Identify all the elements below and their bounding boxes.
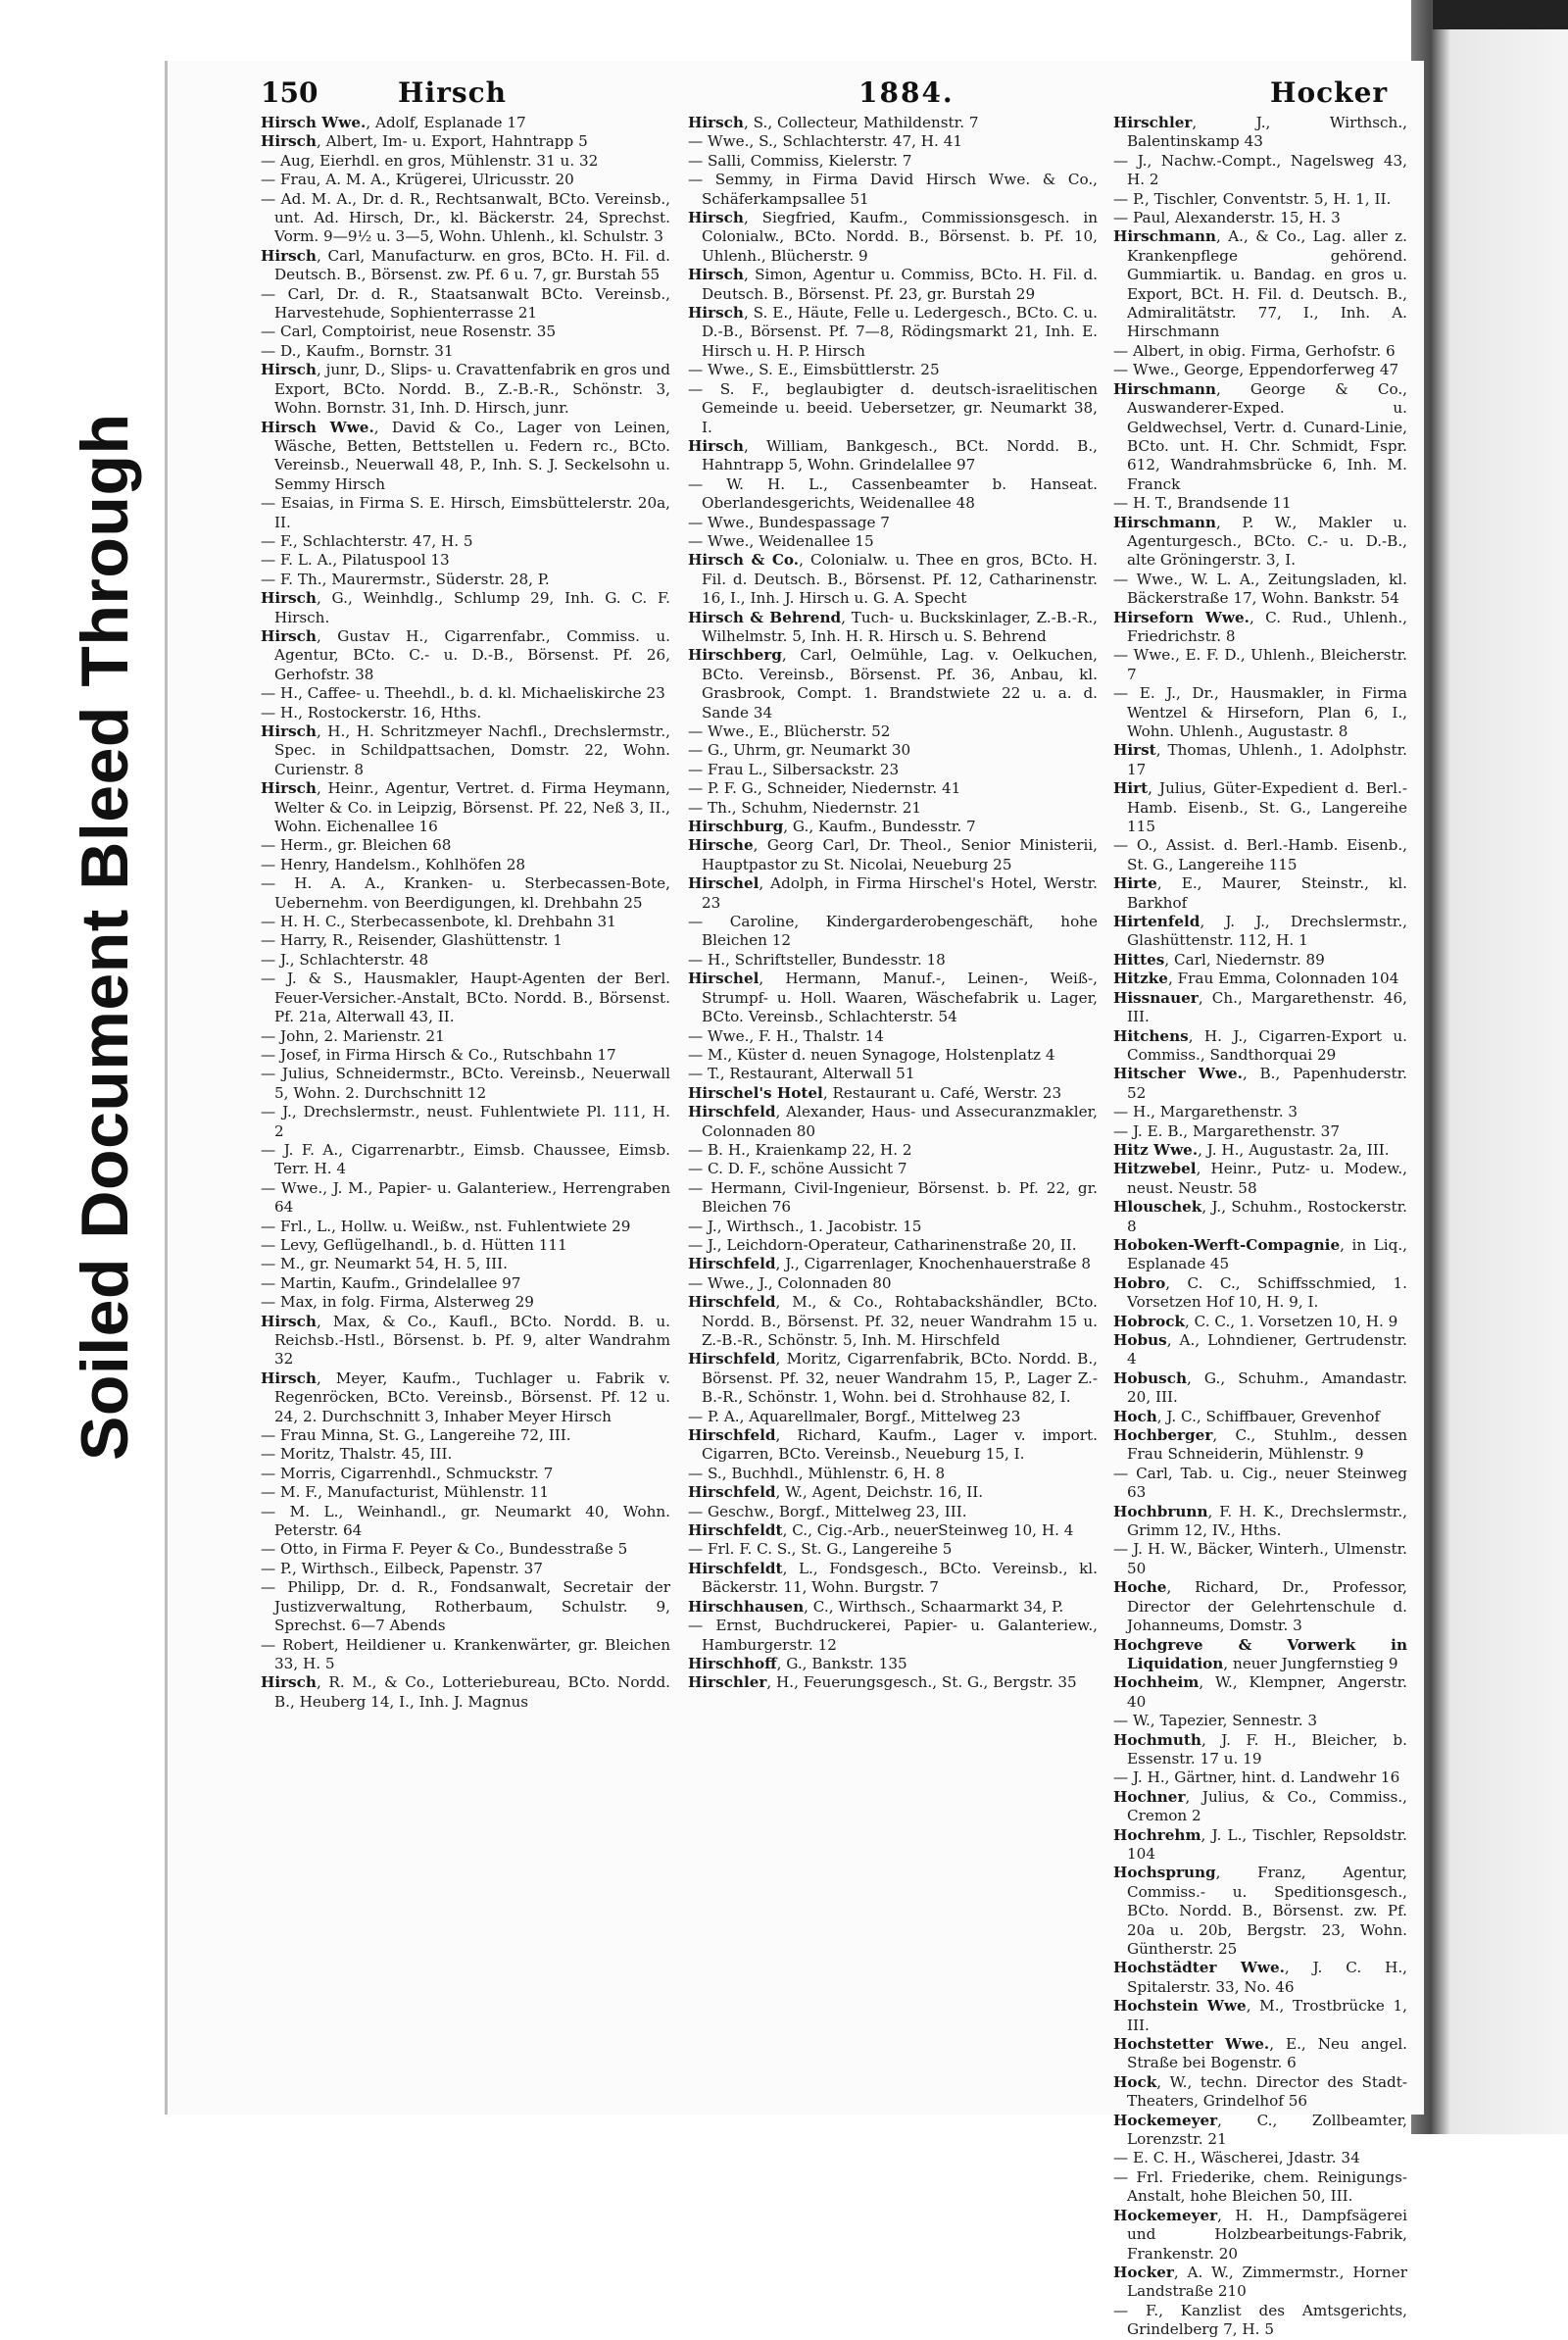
directory-entry: — Carl, Dr. d. R., Staatsanwalt BCto. Vereinsb., Harvestehude, Sophienterrasse 21 <box>261 284 670 323</box>
directory-entry: Hirsch, Simon, Agentur u. Commiss, BCto. H. Fil. d. Deutsch. B., Börsenst. Pf. 23, gr. Burstah 29 <box>688 266 1098 303</box>
directory-entry: — Josef, in Firma Hirsch & Co., Rutschbahn 17 <box>261 1045 616 1064</box>
directory-entry: Hirschfeld, Moritz, Cigarrenfabrik, BCto. Nordd. B., Börsenst. Pf. 32, neuer Wandrahm 15, P., Lager Z.-B.-R., Schönstr. 1, Wohn. bei d. Strohhause 82, I. <box>688 1350 1098 1407</box>
directory-entry: — S., Buchhdl., Mühlenstr. 6, H. 8 <box>688 1464 946 1482</box>
directory-entry: — C. D. F., schöne Aussicht 7 <box>688 1160 907 1178</box>
directory-entry: Hochberger, C., Stuhlm., dessen Frau Schneiderin, Mühlenstr. 9 <box>1113 1426 1407 1464</box>
column-1 <box>261 114 670 1712</box>
directory-entry: — J. & S., Hausmakler, Haupt-Agenten der Berl. Feuer-Versicher.-Anstalt, BCto. Nordd. B., Börsenst. Pf. 21a, Alterwall 43, II. <box>261 970 670 1026</box>
year: 1884. <box>858 76 955 109</box>
directory-entry: Hirsch Wwe., Adolf, Esplanade 17 <box>261 114 526 131</box>
directory-entry: Hockemeyer, C., Zollbeamter, Lorenzstr. 21 <box>1113 2111 1407 2149</box>
directory-entry: Hirsch Wwe., David & Co., Lager von Leinen, Wäsche, Betten, Bettstellen u. Federn rc., BCto. Vereinsb., Neuerwall 48, P., Inh. S. J. Seckelsohn u. Semmy Hirsch <box>261 418 670 493</box>
directory-entry: Hlouschek, J., Schuhm., Rostockerstr. 8 <box>1113 1198 1407 1235</box>
directory-entry: — Wwe., E., Blücherstr. 52 <box>688 722 891 740</box>
directory-entry: — J. F. A., Cigarrenarbtr., Eimsb. Chaussee, Eimsb. Terr. H. 4 <box>261 1140 670 1178</box>
directory-entry: Hobro, C. C., Schiffsschmied, 1. Vorsetzen Hof 10, H. 9, I. <box>1113 1273 1407 1312</box>
directory-entry: — Wwe., S. E., Eimsbüttlerstr. 25 <box>688 361 940 379</box>
column-2 <box>688 114 1098 1693</box>
directory-entry: Hirschel, Adolph, in Firma Hirschel's Hotel, Werstr. 23 <box>688 874 1098 912</box>
directory-entry: Hirschfeld, Alexander, Haus- und Assecuranzmakler, Colonnaden 80 <box>688 1103 1098 1140</box>
directory-entry: Hitscher Wwe., B., Papenhuderstr. 52 <box>1113 1065 1407 1102</box>
directory-entry: Hirsch, Siegfried, Kaufm., Commissionsgesch. in Colonialw., BCto. Nordd. B., Börsenst. b. Pf. 10, Uhlenh., Blücherstr. 9 <box>688 209 1098 265</box>
directory-entry: — Wwe., F. H., Thalstr. 14 <box>688 1026 884 1045</box>
directory-entry: Hissnauer, Ch., Margarethenstr. 46, III. <box>1113 988 1407 1026</box>
directory-entry: Hirschel, Hermann, Manuf.-, Leinen-, Weiß-, Strumpf- u. Holl. Waaren, Wäschefabrik u. Lager, BCto. Vereinsb., Schlachterstr. 54 <box>688 970 1098 1026</box>
directory-entry: — T., Restaurant, Alterwall 51 <box>688 1065 915 1083</box>
directory-entry: — Levy, Geflügelhandl., b. d. Hütten 111 <box>261 1235 567 1254</box>
directory-entry: Hirschfeld, M., & Co., Rohtabackshändler, BCto. Nordd. B., Börsenst. Pf. 32, neuer Wandrahm 15 u. Z.-B.-R., Schönstr. 5, Inh. M. Hirschfeld <box>688 1293 1098 1349</box>
directory-entry: Hirt, Julius, Güter-Expedient d. Berl.-Hamb. Eisenb., St. G., Langereihe 115 <box>1113 779 1407 836</box>
directory-entry: — Frl., L., Hollw. u. Weißw., nst. Fuhlentwiete 29 <box>261 1217 631 1235</box>
directory-entry: Hobus, A., Lohndiener, Gertrudenstr. 4 <box>1113 1331 1407 1369</box>
directory-entry: Hirschler, H., Feuerungsgesch., St. G., Bergstr. 35 <box>688 1673 1077 1692</box>
directory-entry: — Wwe., E. F. D., Uhlenh., Bleicherstr. 7 <box>1113 646 1407 683</box>
directory-entry: Hirsch, Carl, Manufacturw. en gros, BCto. H. Fil. d. Deutsch. B., Börsenst. zw. Pf. 6 u. 7, gr. Burstah 55 <box>261 246 670 284</box>
directory-entry: — Albert, in obig. Firma, Gerhofstr. 6 <box>1113 341 1396 360</box>
directory-entry: — Semmy, in Firma David Hirsch Wwe. & Co., Schäferkampsallee 51 <box>688 171 1098 208</box>
directory-entry: Hirsch, junr, D., Slips- u. Cravattenfabrik en gros und Export, BCto. Nordd. B., Z.-B.-R., Schönstr. 3, Wohn. Bornstr. 31, Inh. D. Hirsch, junr. <box>261 361 671 418</box>
scan-shadow-edge <box>1411 0 1568 2134</box>
directory-entry: Hoboken-Werft-Compagnie, in Liq., Esplanade 45 <box>1113 1235 1407 1273</box>
directory-entry: — H., Margarethenstr. 3 <box>1113 1103 1298 1121</box>
directory-entry: Hocker, A. W., Zimmermstr., Horner Landstraße 210 <box>1113 2263 1407 2301</box>
directory-entry: Hirst, Thomas, Uhlenh., 1. Adolphstr. 17 <box>1113 741 1407 778</box>
directory-entry: — J. E. B., Margarethenstr. 37 <box>1113 1121 1340 1140</box>
directory-entry: — H. A. A., Kranken- u. Sterbecassen-Bote, Uebernehm. von Beerdigungen, kl. Drehbahn 25 <box>261 874 670 912</box>
directory-entry: — J., Nachw.-Compt., Nagelsweg 43, H. 2 <box>1113 151 1407 189</box>
directory-entry: — J. H. W., Bäcker, Winterh., Ulmenstr. 50 <box>1113 1540 1407 1577</box>
directory-entry: — Wwe., J. M., Papier- u. Galanteriew., Herrengraben 64 <box>261 1178 670 1217</box>
directory-entry: — Wwe., S., Schlachterstr. 47, H. 41 <box>688 132 963 151</box>
directory-entry: — Frl. Friederike, chem. Reinigungs-Anstalt, hohe Bleichen 50, III. <box>1113 2167 1407 2206</box>
directory-entry: Hirschmann, A., & Co., Lag. aller z. Krankenpflege gehörend. Gummiartik. u. Bandag. en gros u. Export, BCt. H. Fil. d. Deutsch. B., Admiralitätstr. 77, I., Inh. A. Hirschmann <box>1113 227 1407 341</box>
directory-entry: Hirschel's Hotel, Restaurant u. Café, Werstr. 23 <box>688 1083 1062 1102</box>
directory-entry: — Frl. F. C. S., St. G., Langereihe 5 <box>688 1540 953 1559</box>
directory-entry: Hirsch, Max, & Co., Kaufl., BCto. Nordd. B. u. Reichsb.-Hstl., Börsenst. b. Pf. 9, alter Wandrahm 32 <box>261 1312 670 1369</box>
directory-entry: Hirschfeld, Richard, Kaufm., Lager v. import. Cigarren, BCto. Vereinsb., Neueburg 15, I. <box>688 1426 1098 1464</box>
directory-entry: Hochheim, W., Klempner, Angerstr. 40 <box>1113 1673 1407 1711</box>
right-keyword: Hocker <box>1270 76 1389 109</box>
directory-entry: Hirsche, Georg Carl, Dr. Theol., Senior Ministerii, Hauptpastor zu St. Nicolai, Neueburg 25 <box>688 836 1098 873</box>
directory-entry: Hochbrunn, F. H. K., Drechslermstr., Grimm 12, IV., Hths. <box>1113 1502 1407 1540</box>
directory-entry: — E. C. H., Wäscherei, Jdastr. 34 <box>1113 2149 1360 2167</box>
directory-entry: Hirsch, Meyer, Kaufm., Tuchlager u. Fabrik v. Regenröcken, BCto. Vereinsb., Börsenst. Pf. 12 u. 24, 2. Durchschnitt 3, Inhaber Meyer Hirsch <box>261 1369 670 1425</box>
directory-entry: — P. A., Aquarellmaler, Borgf., Mittelweg 23 <box>688 1407 1021 1425</box>
left-keyword: Hirsch <box>398 76 508 109</box>
directory-entry: — Th., Schuhm, Niedernstr. 21 <box>688 798 922 817</box>
directory-entry: — F., Kanzlist des Amtsgerichts, Grindelberg 7, H. 5 <box>1113 2301 1407 2339</box>
directory-entry: — J., Schlachterstr. 48 <box>261 950 429 969</box>
directory-entry: Hirsch, R. M., & Co., Lotteriebureau, BCto. Nordd. B., Heuberg 14, I., Inh. J. Magnus <box>261 1673 670 1711</box>
directory-entry: — Wwe., Weidenallee 15 <box>688 531 874 550</box>
directory-entry: Hobusch, G., Schuhm., Amandastr. 20, III. <box>1113 1369 1407 1407</box>
directory-entry: Hochsprung, Franz, Agentur, Commiss.- u. Speditionsgesch., BCto. Nordd. B., Börsenst. zw. Pf. 20a u. 20b, Bergstr. 23, Wohn. Güntherstr. 25 <box>1113 1864 1407 1958</box>
directory-entry: — P. F. G., Schneider, Niedernstr. 41 <box>688 779 961 798</box>
directory-entry: Hochner, Julius, & Co., Commiss., Cremon 2 <box>1113 1787 1407 1825</box>
directory-entry: Hochstädter Wwe., J. C. H., Spitalerstr. 33, No. 46 <box>1113 1959 1407 1996</box>
directory-entry: — H. H. C., Sterbecassenbote, kl. Drehbahn 31 <box>261 913 616 931</box>
directory-entry: — Philipp, Dr. d. R., Fondsanwalt, Secretair der Justizverwaltung, Rotherbaum, Schulstr. 9, Sprechst. 6—7 Abends <box>261 1578 670 1635</box>
directory-entry: Hochstein Wwe, M., Trostbrücke 1, III. <box>1113 1997 1408 2034</box>
directory-entry: Hochrehm, J. L., Tischler, Repsoldstr. 104 <box>1113 1825 1407 1863</box>
directory-entry: — Martin, Kaufm., Grindelallee 97 <box>261 1273 521 1292</box>
column-3 <box>1113 114 1407 2340</box>
directory-entry: — M., gr. Neumarkt 54, H. 5, III. <box>261 1255 508 1273</box>
directory-entry: Hoche, Richard, Dr., Professor, Director der Gelehrtenschule d. Johanneums, Domstr. 3 <box>1113 1578 1407 1635</box>
directory-entry: Hirschberg, Carl, Oelmühle, Lag. v. Oelkuchen, BCto. Vereinsb., Börsenst. Pf. 36, Anbau, kl. Grasbrook, Compt. 1. Brandstwiete 22 u. a. d. Sande 34 <box>688 646 1098 722</box>
directory-entry: Hirsch, Gustav H., Cigarrenfabr., Commiss. u. Agentur, BCto. C.- u. D.-B., Börsenst. Pf. 26, Gerhofstr. 38 <box>261 626 670 683</box>
directory-entry: — Morris, Cigarrenhdl., Schmuckstr. 7 <box>261 1464 554 1482</box>
directory-entry: Hochstetter Wwe., E., Neu angel. Straße bei Bogenstr. 6 <box>1113 2035 1408 2072</box>
directory-entry: Hirsch, S. E., Häute, Felle u. Ledergesch., BCto. C. u. D.-B., Börsenst. Pf. 7—8, Rödingsmarkt 21, Inh. E. Hirsch u. H. P. Hirsch <box>688 304 1098 360</box>
directory-entry: — S. F., beglaubigter d. deutsch-israelitischen Gemeinde u. beeid. Uebersetzer, gr. Neumarkt 38, I. <box>688 379 1098 436</box>
directory-entry: — Ernst, Buchdruckerei, Papier- u. Galanteriew., Hamburgerstr. 12 <box>688 1617 1098 1654</box>
directory-entry: Hirsch, Heinr., Agentur, Vertret. d. Firma Heymann, Welter & Co. in Leipzig, Börsenst. Pf. 22, Neß 3, II., Wohn. Eichenallee 16 <box>261 779 670 836</box>
directory-entry: — Carl, Comptoirist, neue Rosenstr. 35 <box>261 323 557 341</box>
directory-entry: — O., Assist. d. Berl.-Hamb. Eisenb., St. G., Langereihe 115 <box>1113 836 1407 873</box>
directory-entry: Hirsch & Co., Colonialw. u. Thee en gros, BCto. H. Fil. d. Deutsch. B., Börsenst. Pf. 12, Catharinenstr. 16, I., Inh. J. Hirsch u. G. A. Specht <box>688 551 1098 608</box>
directory-entry: Hirschler, J., Wirthsch., Balentinskamp 43 <box>1113 114 1407 151</box>
directory-entry: — Aug, Eierhdl. en gros, Mühlenstr. 31 u. 32 <box>261 151 599 170</box>
directory-entry: Hirschfeldt, C., Cig.-Arb., neuerSteinweg 10, H. 4 <box>688 1521 1074 1540</box>
directory-entry: Hirtenfeld, J. J., Drechslermstr., Glashüttenstr. 112, H. 1 <box>1113 913 1407 950</box>
directory-entry: — Moritz, Thalstr. 45, III. <box>261 1445 453 1464</box>
directory-entry: Hirschmann, George & Co., Auswanderer-Exped. u. Geldwechsel, Vertr. d. Cunard-Linie, BCto. unt. H. Chr. Schmidt, Fspr. 612, Wandrahmsbrücke 6, Inh. M. Franck <box>1113 379 1407 493</box>
directory-entry: Hitzke, Frau Emma, Colonnaden 104 <box>1113 970 1399 988</box>
directory-entry: Hochgreve & Vorwerk in Liquidation, neuer Jungfernstieg 9 <box>1113 1635 1407 1672</box>
directory-entry: — Robert, Heildiener u. Krankenwärter, gr. Bleichen 33, H. 5 <box>261 1635 670 1672</box>
directory-entry: Hock, W., techn. Director des Stadt-Theaters, Grindelhof 56 <box>1113 2072 1407 2111</box>
directory-entry: Hirschhausen, C., Wirthsch., Schaarmarkt 34, P. <box>688 1597 1064 1616</box>
directory-entry: Hirsch, G., Weinhdlg., Schlump 29, Inh. G. C. F. Hirsch. <box>261 589 670 626</box>
directory-entry: — H., Rostockerstr. 16, Hths. <box>261 703 482 722</box>
directory-entry: Hirschmann, P. W., Makler u. Agenturgesch., BCto. C.- u. D.-B., alte Gröningerstr. 3, I. <box>1113 513 1407 570</box>
directory-entry: — Ad. M. A., Dr. d. R., Rechtsanwalt, BCto. Vereinsb., unt. Ad. Hirsch, Dr., kl. Bäckerstr. 24, Sprechst. Vorm. 9—9½ u. 3—5, Wohn. Uhlenh., kl. Schulstr. 3 <box>261 189 670 246</box>
directory-entry: — J., Leichdorn-Operateur, Catharinenstraße 20, II. <box>688 1235 1077 1254</box>
directory-entry: — J., Drechslermstr., neust. Fuhlentwiete Pl. 111, H. 2 <box>261 1103 670 1140</box>
directory-entry: — John, 2. Marienstr. 21 <box>261 1026 445 1045</box>
directory-entry: Hirschhoff, G., Bankstr. 135 <box>688 1654 907 1672</box>
directory-entry: Hitz Wwe., J. H., Augustastr. 2a, III. <box>1113 1140 1390 1159</box>
directory-entry: — Max, in folg. Firma, Alsterweg 29 <box>261 1293 534 1312</box>
directory-entry: — Frau L., Silbersackstr. 23 <box>688 760 900 778</box>
directory-entry: — Wwe., J., Colonnaden 80 <box>688 1273 892 1292</box>
directory-entry: — J., Wirthsch., 1. Jacobistr. 15 <box>688 1217 922 1235</box>
directory-entry: — F. Th., Maurermstr., Süderstr. 28, P. <box>261 570 550 588</box>
directory-entry: — P., Tischler, Conventstr. 5, H. 1, II. <box>1113 189 1392 208</box>
directory-entry: — Carl, Tab. u. Cig., neuer Steinweg 63 <box>1113 1464 1407 1502</box>
directory-entry: Hirsch, H., H. Schritzmeyer Nachfl., Drechslermstr., Spec. in Schildpattsachen, Domstr. 22, Wohn. Curienstr. 8 <box>261 722 670 778</box>
directory-entry: — Harry, R., Reisender, Glashüttenstr. 1 <box>261 931 563 950</box>
directory-entry: — D., Kaufm., Bornstr. 31 <box>261 341 454 360</box>
directory-entry: Hoch, J. C., Schiffbauer, Grevenhof <box>1113 1407 1380 1425</box>
directory-entry: — Wwe., Bundespassage 7 <box>688 513 890 531</box>
directory-entry: — B. H., Kraienkamp 22, H. 2 <box>688 1140 912 1159</box>
directory-entry: — H., Schriftsteller, Bundesstr. 18 <box>688 950 946 969</box>
directory-entry: Hirseforn Wwe., C. Rud., Uhlenh., Friedrichstr. 8 <box>1113 608 1407 645</box>
directory-entry: — Geschw., Borgf., Mittelweg 23, III. <box>688 1502 967 1520</box>
directory-entry: — Wwe., George, Eppendorferweg 47 <box>1113 361 1399 379</box>
page-number: 150 <box>261 76 318 109</box>
directory-entry: — F., Schlachterstr. 47, H. 5 <box>261 531 473 550</box>
directory-entry: — H. T., Brandsende 11 <box>1113 494 1292 513</box>
directory-entry: Hirschfeld, W., Agent, Deichstr. 16, II. <box>688 1483 984 1502</box>
directory-entry: Hockemeyer, H. H., Dampfsägerei und Holzbearbeitungs-Fabrik, Frankenstr. 20 <box>1113 2206 1407 2263</box>
directory-entry: Hirschfeld, J., Cigarrenlager, Knochenhauerstraße 8 <box>688 1255 1092 1273</box>
directory-entry: — Salli, Commiss, Kielerstr. 7 <box>688 151 912 170</box>
directory-entry: Hitzwebel, Heinr., Putz- u. Modew., neust. Neustr. 58 <box>1113 1160 1407 1197</box>
directory-entry: — F. L. A., Pilatuspool 13 <box>261 551 450 570</box>
directory-entry: Hirsch & Behrend, Tuch- u. Buckskinlager, Z.-B.-R., Wilhelmstr. 5, Inh. H. R. Hirsch u. S. Behrend <box>688 608 1098 645</box>
page-header <box>261 76 1390 116</box>
directory-entry: — Frau, A. M. A., Krügerei, Ulricusstr. 20 <box>261 171 574 189</box>
directory-entry: — Julius, Schneidermstr., BCto. Vereinsb., Neuerwall 5, Wohn. 2. Durchschnitt 12 <box>261 1065 670 1102</box>
directory-entry: — M. F., Manufacturist, Mühlenstr. 11 <box>261 1483 549 1502</box>
directory-entry: — Henry, Handelsm., Kohlhöfen 28 <box>261 855 526 873</box>
directory-entry: Hobrock, C. C., 1. Vorsetzen 10, H. 9 <box>1113 1312 1398 1330</box>
directory-entry: — H., Caffee- u. Theehdl., b. d. kl. Michaeliskirche 23 <box>261 684 665 703</box>
directory-entry: Hirschburg, G., Kaufm., Bundesstr. 7 <box>688 818 976 836</box>
directory-entry: — P., Wirthsch., Eilbeck, Papenstr. 37 <box>261 1559 543 1577</box>
directory-entry: — Esaias, in Firma S. E. Hirsch, Eimsbüttelerstr. 20a, II. <box>261 494 670 531</box>
scan-dark-corner <box>1433 0 1568 29</box>
directory-entry: Hirschfeldt, L., Fondsgesch., BCto. Vereinsb., kl. Bäckerstr. 11, Wohn. Burgstr. 7 <box>688 1559 1098 1597</box>
directory-entry: Hirte, E., Maurer, Steinstr., kl. Barkhof <box>1113 874 1407 912</box>
directory-entry: — Wwe., W. L. A., Zeitungsladen, kl. Bäckerstraße 17, Wohn. Bankstr. 54 <box>1113 570 1407 608</box>
directory-entry: — Paul, Alexanderstr. 15, H. 3 <box>1113 209 1341 227</box>
directory-entry: — E. J., Dr., Hausmakler, in Firma Wentzel & Hirseforn, Plan 6, I., Wohn. Uhlenh., Augustastr. 8 <box>1113 684 1407 740</box>
directory-entry: — J. H., Gärtner, hint. d. Landwehr 16 <box>1113 1768 1400 1787</box>
directory-entry: Hirsch, William, Bankgesch., BCt. Nordd. B., Hahntrapp 5, Wohn. Grindelallee 97 <box>688 436 1098 474</box>
directory-entry: — W., Tapezier, Sennestr. 3 <box>1113 1712 1318 1730</box>
directory-entry: — Herm., gr. Bleichen 68 <box>261 836 452 855</box>
directory-entry: — Hermann, Civil-Ingenieur, Börsenst. b. Pf. 22, gr. Bleichen 76 <box>688 1178 1098 1217</box>
side-label: Soiled Document Bleed Through <box>68 413 142 1461</box>
directory-entry: — M., Küster d. neuen Synagoge, Holstenplatz 4 <box>688 1045 1055 1064</box>
directory-entry: Hittes, Carl, Niedernstr. 89 <box>1113 950 1325 969</box>
directory-entry: — Frau Minna, St. G., Langereihe 72, III. <box>261 1426 571 1445</box>
directory-entry: — Caroline, Kindergarderobengeschäft, hohe Bleichen 12 <box>688 913 1098 950</box>
directory-entry: — G., Uhrm, gr. Neumarkt 30 <box>688 741 911 760</box>
directory-entry: — Otto, in Firma F. Peyer & Co., Bundesstraße 5 <box>261 1540 628 1559</box>
directory-entry: — M. L., Weinhandl., gr. Neumarkt 40, Wohn. Peterstr. 64 <box>261 1502 670 1540</box>
directory-entry: Hochmuth, J. F. H., Bleicher, b. Essenstr. 17 u. 19 <box>1113 1730 1407 1767</box>
directory-entry: Hirsch, S., Collecteur, Mathildenstr. 7 <box>688 114 979 131</box>
directory-entry: Hitchens, H. J., Cigarren-Export u. Commiss., Sandthorquai 29 <box>1113 1026 1407 1064</box>
directory-entry: — W. H. L., Cassenbeamter b. Hanseat. Oberlandesgerichts, Weidenallee 48 <box>688 474 1098 513</box>
directory-entry: Hirsch, Albert, Im- u. Export, Hahntrapp 5 <box>261 132 588 151</box>
